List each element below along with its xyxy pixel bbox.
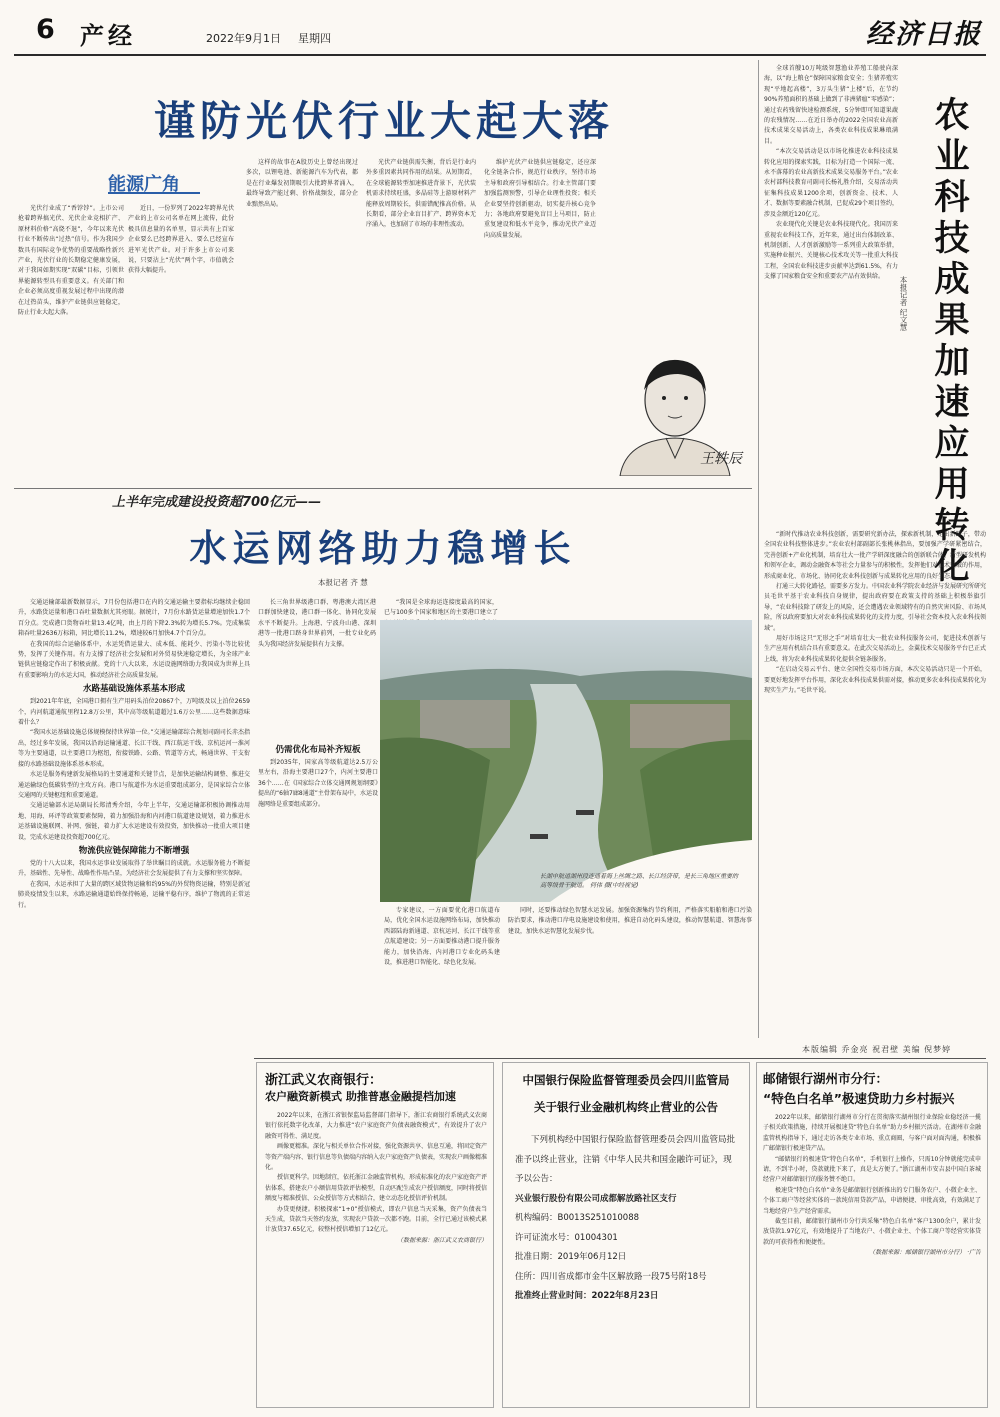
water-text-col3-lower: [384, 906, 500, 1052]
pv-paragraph: 光伏行业成了“香饽饽”。上市公司抢着跨界搞光伏、光伏企业竞相扩产、原材料价格“高烧不退”，今年以来光伏行业不断传出“过热”信号。作为我国少数具有国际竞争优势的重要战略性新兴产业，光伏行业的长期稳定健康发展，对于我国如期实现“双碳”目标，引领世界能源转型具有重要意义。有关部门和企业必须高度重视发展过程中出现的潜在过热苗头，维护产业链供应链稳定，防止行业大起大落。: [18, 205, 124, 317]
ad-postal-body: [763, 1113, 981, 1403]
author-signature: 王轶辰: [700, 451, 742, 467]
issue-date: 2022年9月1日: [206, 32, 281, 45]
pv-text-col4: [366, 158, 476, 472]
water-paragraph: 水运是服务构建新发展格局的主要通道和关键节点，是加快运输结构调整、推进交通运输绿色低碳转型的主攻方向。港口与航道作为水运重要组成部分，是国家综合立体交通网的关键枢纽和重要通道。: [18, 771, 250, 799]
canal-photo: [380, 620, 752, 902]
water-paragraph: 到2021年年底，全国港口拥有生产用码头泊位20867个，万吨级及以上泊位2659个，内河航道通航里程12.8万公里，其中高等级航道超过1.6万公里……这些数据意味着什么？: [18, 698, 250, 727]
page-header: [36, 14, 986, 50]
water-paragraph: 交通运输部水运局副局长郑清秀介绍，今年上半年，交通运输部积极协调推动用地、用海、环评等政策要素保障，着力加强沿海和内河港口航道建设规划，着力推进水运基础设施联网、补网、强链，着力扩大水运建设有效投资，加快推动一批重大项目建设，完成水运建设投资超700亿元。: [18, 802, 250, 841]
agri-paragraph: 全球首艘10万吨级智慧渔业养殖工船驶向深海，以“海上粮仓”保障国家粮食安全；生猪养殖实现“平地起高楼”，3万头生猪“上楼”后，在节约90%养殖面积的基础上做到了非洲猪瘟“零感染”；通过农药残留快速检测系统，5分钟即可知道果蔬的农残情况……在近日举办的2022全国农业高新技术成果交易活动上，各类农业科技成果琳琅满目。: [764, 65, 898, 145]
ad-notice-approval: 批准日期：2019年06月12日: [515, 1252, 627, 1262]
ad-zhejiang-source: （数据来源：浙江武义农商银行）: [396, 1236, 487, 1244]
divider-ads: [254, 1058, 986, 1059]
editors-line: 本版编辑 乔金亮 祝君壁 美编 倪梦婷: [802, 1045, 952, 1054]
ad-zhejiang-subtitle: 农户融资新模式 助推普惠金融提档加速: [265, 1090, 456, 1103]
ad-zhejiang-paragraph: 2022年以来，在浙江省银保监局监督部门指导下，浙江农商银行系统武义农商银行依托数字化改革，大力推进“农户家庭资产负债表融资模式”，有效提升了农户融资可得性、满足度。: [265, 1112, 487, 1140]
water-paragraph: 到2035年，国家高等级航道达2.5万公里左右，沿海主要港口27个，内河主要港口36个……在《国家综合立体交通网规划纲要》提出的“6轴7廊8通道”主骨架布局中，水运设施网络是重要组成部分。: [258, 759, 378, 808]
water-byline: 本报记者 齐 慧: [318, 578, 368, 587]
water-headline: 水运网络助力稳增长: [189, 526, 577, 570]
ad-postal-source-text: （数据来源：邮储银行湖州市分行）: [869, 1249, 966, 1257]
ad-zhejiang: [256, 1062, 494, 1408]
water-paragraph: 交通运输部最新数据显示，7月份包括港口在内的交通运输主要指标均继续企稳回升，水路货运量和港口吞吐量数据尤其亮眼。据统计，7月份水路货运量增速加快1.7个百分点。完成港口货物吞吐量13.4亿吨，由上月的下降2.3%转为增长5.7%。完成集装箱吞吐量2636万标箱，同比增长11.2%，增速较6月加快4.7个百分点。: [18, 599, 250, 638]
pv-text-col2: [128, 204, 234, 472]
ad-postal-source: [763, 1248, 981, 1258]
water-paragraph: 长三角世界级港口群、粤港澳大湾区港口群加快建设，港口群一体化、协同化发展水平不断提升。上海港、宁波舟山港、深圳港等一批港口跻身世界前列，一批专业化码头为我国经济发展提供有力支撑。: [258, 599, 376, 648]
photo-caption: 长湖申航道湖州段连通着海上丝绸之路、长江经济带，是长三角地区重要的高等级骨干航道。 何伟 摄(中经视觉): [540, 873, 739, 889]
ad-zhejiang-paragraph: 授信更科学。因地制宜，依托浙江金融监管机构，形成标准化的农户家庭资产评估体系，搭建农户小额信用贷款评估模型，自动匹配生成农户授信额度，同时将授信额度与精准授信、公众授信等方式相结合，建立动态化授信评价机制。: [265, 1174, 487, 1203]
page-number: 6: [36, 14, 55, 45]
ad-postal-paragraph: “邮储银行的极速贷“特色白名单”，手机银行上操作，只需10分钟就能完成申请，不到半小时，贷款就批下来了，真是太方便了。”浙江湖州市安吉县中国白茶城经营户对邮储银行的服务赞不绝口。: [763, 1155, 981, 1184]
pv-headline: 谨防光伏行业大起大落: [154, 97, 614, 145]
header-rule: [14, 54, 986, 56]
pv-paragraph: 近日，一份罗列了2022年跨界光伏产业的上市公司名单在网上流传，此份极具信息量的名单里，显示共有上百家企业要么已经跨界进入、要么已经宣布进军光伏产业。对于许多上市公司来说，只要沾上“光伏”两个字，市值就会获得大幅提升。: [128, 205, 234, 275]
agri-paragraph: “本次交易活动是以市场化推进农业科技成果转化应用的探索实践，目标为打造一个国际一流、永不落幕的农业高新技术成果交易服务平台。”农业农村部科技教育司副司长杨礼胜介绍，交易活动共征集科技成果1200余项，创新资金、技术、人才、数据等要素融合机制，已促成29个项目签约，涉及金额近120亿元。: [764, 148, 898, 218]
author-portrait: [600, 340, 750, 476]
pv-paragraph: 这样的故事在A股历史上曾经出现过多次，以锂电池、新能源汽车为代表，都是在行业爆发初期吸引大批跨界者涌入，最终导致产能过剩、价格战频发，部分企业黯然出局。: [246, 159, 358, 208]
agri-paragraph: 农业现代化关键是农业科技现代化。我国历来重视农业科技工作，近年来，通过出台体制改革、机制创新、人才创新激励等一系列重大政策举措，实施种业振兴、关键核心技术攻关等一批重大科技工程，全国农业科技进步贡献率达到61.5%，有力支撑了国家粮食安全和重要农产品有效供给。: [764, 221, 898, 281]
masthead-logo: 经济日报: [866, 19, 982, 50]
ad-postal-paragraph: 2022年以来，邮储银行湖州市分行在贯彻落实湖州银行业保险业稳经济一揽子相关政策措施，持续开展极速贷“特色白名单”助力乡村振兴活动。在湖州市金融监管机构指导下，通过走访各类专业市场、重点商圈，与客户面对面沟通，积极推广邮储银行极速贷产品。: [763, 1114, 981, 1153]
ad-notice-lead: 下列机构经中国银行保险监督管理委员会四川监管局批准予以终止营业，注销《中华人民共和国金融许可证》，现予以公告：: [515, 1135, 736, 1184]
pv-column-tag: [108, 170, 200, 196]
water-text-col2-lower: [258, 742, 378, 904]
ad-notice: [502, 1062, 750, 1408]
water-paragraph: 在我国的综合运输体系中，水运凭借运量大、成本低、能耗少、污染小等比较优势，发挥了关键作用。有力支撑了经济社会发展和对外贸易快速稳定增长，为全球产业链供应链稳定作出了积极贡献。党的十八大以来，水运设施网络助力我国成为世界上具有重要影响力的水运大国，推动经济社会高质量发展。: [18, 640, 250, 679]
pv-column-name: 能源广角: [108, 174, 180, 195]
ad-notice-license: 许可证流水号：01004301: [515, 1232, 618, 1243]
section-name: 产经: [80, 21, 136, 50]
agri-byline: 本报记者 纪文慧: [899, 276, 908, 331]
ad-postal-title: 邮储银行湖州市分行：: [763, 1071, 889, 1086]
agri-paragraph: “在启动交易云平台、建立全国性交易市场方面，本次交易活动只是一个开始，要更好地发挥平台作用，深化农业科技成果供需对接，推动更多农业科技成果转化为现实生产力。”毛世平说。: [764, 666, 986, 695]
agri-text-top: [764, 64, 898, 526]
agri-paragraph: 打通三大转化路径，需要多方发力。中国农业科学院农业经济与发展研究所研究员毛世平基于农业科技自身规律，提出政府要在政策支持的基础上积极举旗引导，“农业科技除了研发上的风险，还会遭遇农业领域特有的自然灾害风险、市场风险，所以政府要加大对农业科技成果转化的支持力度，引导社会资本投入农业科技领域”。: [764, 583, 986, 632]
water-text-col1: [18, 598, 250, 1405]
ad-zhejiang-paragraph: 画像更精准。深化与相关单位合作对接，强化资源共享、信息互通，将固定资产等资产端内容、银行信息等负债端内容纳入农户家庭资产负债表，实现农户画像精准化。: [265, 1143, 487, 1172]
ad-notice-institution: 兴业银行股份有限公司成都解放路社区支行: [515, 1193, 677, 1204]
agri-paragraph: “新时代推动农业科技创新，需要研究新办法，探索新机制，走出新路子，带动全国农业科技整体进步。”农业农村部副部长张桃林指出，要加强产学研紧密结合，完善创新+产业化机制，培育壮大一批产学研深度融合的创新联合体、新型研发机构和领军企业，调动金融资本等社会力量参与的积极性，发挥他们对技术突破的作用，形成商业化、市场化、协同化农业科技创新与成果转化应用的良好生态。: [764, 531, 986, 580]
ad-notice-subtitle: 关于银行业金融机构终止营业的公告: [534, 1100, 718, 1114]
ad-notice-title: 中国银行保险监督管理委员会四川监管局: [522, 1073, 730, 1087]
agri-headline: 农业科技成果加速应用转化: [929, 96, 970, 588]
divider-right-column: [758, 60, 759, 1038]
water-paragraph: 专家建议，一方面要优化港口航道布局，优化全国水运设施网络布局，加快推动西部陆海新通道、京杭运河、长江干线等重点航道建设；另一方面要推动港口提升服务能力，加快沿海、内河港口专业化码头建设，推进港口智能化、绿色化发展。: [384, 907, 500, 967]
ad-postal-paragraph: 极速贷“特色白名单”业务是邮储银行创新推出的专门服务农户、小微企业主、个体工商户等经营实体的一款纯信用贷款产品，申请便捷、审批高效，有效满足了当地经营户生产经营需求。: [763, 1186, 981, 1215]
ad-zhejiang-paragraph: 办贷更便捷。积极探索“1+0”授信模式，即农户信息当天采集，资产负债表当天生成，贷款当天签约发放，实现农户贷款一次都不跑。目前，全行已通过该模式累计放贷37.65亿元，较整村授信增加了12亿元。: [265, 1205, 487, 1234]
water-text-col2: [258, 598, 376, 738]
ad-zhejiang-title: 浙江武义农商银行：: [265, 1073, 383, 1088]
pv-paragraph: 光伏产业链供需失衡，背后是行业内外多重因素共同作用的结果。从短期看，在全球能源转型加速推进背景下，光伏装机需求持续旺盛，多晶硅等上游原材料产能释放周期较长，供需错配推高价格。从长期看，部分企业盲目扩产、跨界资本无序涌入，也加剧了市场的非理性波动。: [366, 159, 476, 229]
ad-notice-address: 住所：四川省成都市金牛区解放路一段75号附18号: [515, 1271, 707, 1282]
pv-text-col1: [18, 204, 124, 472]
water-paragraph: 党的十八大以来，我国水运事业发展取得了举世瞩目的成就。水运服务能力不断提升，基础性、先导性、战略性作用凸显，为经济社会发展提供了有力支撑和坚实保障。: [18, 859, 250, 878]
ad-postal-subtitle: “特色白名单”极速贷助力乡村振兴: [763, 1091, 955, 1106]
ad-notice-termination: 批准终止营业时间：2022年8月23日: [515, 1291, 659, 1301]
pv-paragraph: 维护光伏产业链供应链稳定，还应深化全链条合作，规范行业秩序，坚持市场主导和政府引导相结合。行业主管部门要加强监测预警，引导企业理性投资；相关企业要坚持创新驱动，切实提升核心竞争力；各地政府要避免盲目上马项目，防止重复建设和低水平竞争，推动光伏产业迈向高质量发展。: [484, 159, 596, 239]
water-paragraph: “我国水运基础设施总体规模保持世界第一位。”交通运输部综合规划司副司长赤杰指出，经过多年发展，我国以沿海运输通道、长江干线、西江航运干线、京杭运河一淮河等为主要通道，以主要港口为枢纽，衔接铁路、公路、管道等方式，畅通世界、干支衔接的水路基础设施体系基本形成。: [18, 729, 250, 768]
ad-postal: [756, 1062, 988, 1408]
water-kicker: 上半年完成建设投资超700亿元——: [112, 495, 322, 510]
water-subhead: 物流供应链保障能力不断增强: [78, 845, 190, 856]
divider-pv-water: [14, 488, 752, 489]
water-paragraph: 在我国，水运承担了大量的跨区域货物运输和约95%的外贸物资运输，特别是新冠肺炎疫情发生以来，水路运输通道始终保持畅通，运输平稳有序，维护了物流的正常运行。: [18, 880, 250, 909]
water-subhead: 仍需优化布局补齐短板: [275, 745, 361, 755]
water-subhead: 水路基础设施体系基本形成: [82, 684, 185, 695]
agri-paragraph: 用好市场这只“无形之手”对培育壮大一批农业科技服务公司，促进技术创新与生产应用有机结合具有重要意义。在此次交易活动上，金翼技术交易服务平台已正式上线，将为农业科技成果转化提供全链条服务。: [764, 635, 986, 663]
ad-notice-code: 机构编码：B0013S251010088: [515, 1213, 640, 1223]
pv-text-col5: [484, 158, 596, 472]
canal-photo-illustration: [380, 620, 752, 902]
water-text-col4-lower: [508, 906, 752, 1052]
ad-postal-paragraph: 截至目前，邮储银行湖州市分行共采集“特色白名单”客户1300余户，累计发放贷款1.97亿元，有效地提升了当地农户、小微企业主、个体工商户等经营实体贷款的可获得性和便捷性。: [763, 1218, 981, 1246]
pv-text-col3: [246, 158, 358, 472]
water-paragraph: “我国是全球海运连接度最高的国家，已与100多个国家和地区的主要港口建立了: [384, 599, 498, 617]
agri-text-bottom: [764, 530, 986, 1030]
issue-weekday: 星期四: [298, 32, 331, 45]
ad-zhejiang-body: [265, 1111, 487, 1403]
water-paragraph: 同时，还要推动绿色智慧水运发展。加强资源集约节约利用，严格落实船舶和港口污染防治要求，推动港口岸电设施建设和使用，推进自动化码头建设，推动智慧航道、智慧海事建设，加快水运智慧化发展步伐。: [508, 907, 752, 935]
ad-postal-ad-mark: ·广告: [967, 1249, 981, 1257]
ad-notice-body: [515, 1131, 737, 1307]
